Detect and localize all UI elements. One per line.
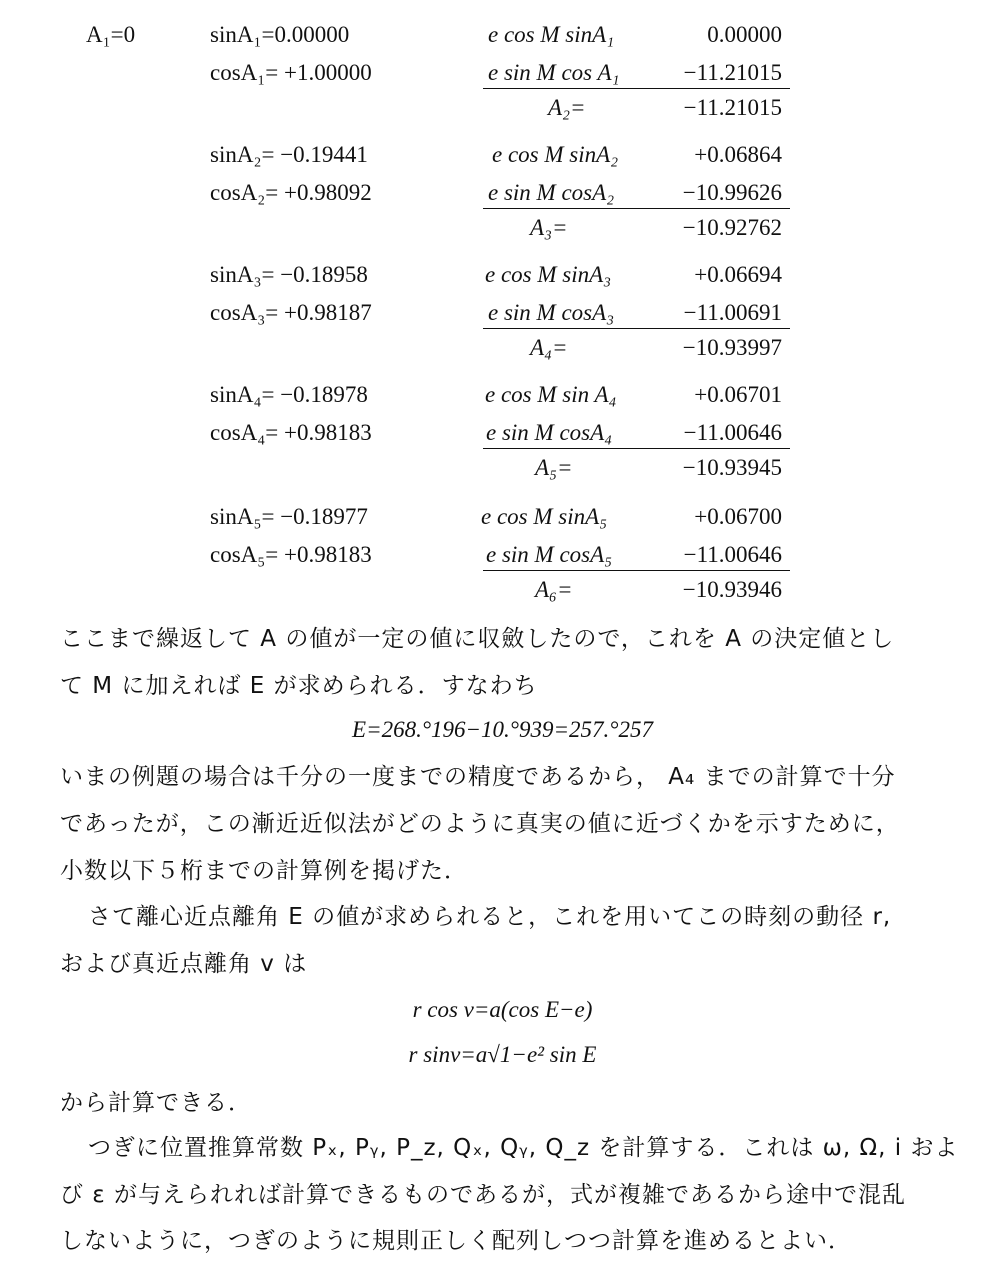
esin-value-4: −11.00646 bbox=[683, 420, 782, 445]
sin-value-3: sinA₃= −0.18958 bbox=[210, 262, 368, 287]
result-label-5: A₆= bbox=[535, 577, 573, 602]
ecos-label-3: e cos M sinA₃ bbox=[485, 262, 612, 287]
ecos-value-4: +0.06701 bbox=[694, 382, 782, 407]
result-value-1: −11.21015 bbox=[683, 95, 782, 120]
ecos-label-1: e cos M sinA₁ bbox=[488, 22, 615, 47]
paragraph-5-line-2: び ε が与えられれば計算できるものであるが，式が複雑であるから途中で混乱 bbox=[60, 1182, 907, 1208]
ecos-value-2: +0.06864 bbox=[694, 142, 782, 167]
ecos-label-5: e cos M sinA₅ bbox=[481, 504, 608, 529]
sum-rule-5 bbox=[483, 570, 790, 571]
paragraph-5-line-1: つぎに位置推算常数 Pₓ, Pᵧ, P_z, Qₓ, Qᵧ, Q_z を計算する．これは ω, Ω, i およ bbox=[88, 1135, 959, 1161]
sin-value-2: sinA₂= −0.19441 bbox=[210, 142, 368, 167]
initial-value: A₁=0 bbox=[86, 22, 136, 47]
paragraph-1-line-1: ここまで繰返して A の値が一定の値に収斂したので，これを A の決定値とし bbox=[60, 626, 895, 652]
sum-rule-4 bbox=[483, 448, 790, 449]
paragraph-3-line-2: および真近点離角 v は bbox=[60, 951, 308, 977]
esin-value-1: −11.21015 bbox=[683, 60, 782, 85]
sin-value-1: sinA₁=0.00000 bbox=[210, 22, 350, 47]
paragraph-3-line-1: さて離心近点離角 E の値が求められると，これを用いてこの時刻の動径 r, bbox=[88, 904, 892, 930]
equation-r-sin: r sinv=a√1−e² sin E bbox=[408, 1042, 597, 1067]
ecos-value-5: +0.06700 bbox=[694, 504, 782, 529]
sum-rule-1 bbox=[483, 88, 790, 89]
paragraph-2-line-3: 小数以下５桁までの計算例を掲げた． bbox=[60, 858, 468, 884]
sin-value-5: sinA₅= −0.18977 bbox=[210, 504, 368, 529]
esin-value-5: −11.00646 bbox=[683, 542, 782, 567]
esin-value-2: −10.99626 bbox=[682, 180, 782, 205]
cos-value-3: cosA₃= +0.98187 bbox=[210, 300, 372, 325]
result-label-2: A₃= bbox=[530, 215, 568, 240]
esin-label-3: e sin M cosA₃ bbox=[488, 300, 615, 325]
cos-value-1: cosA₁= +1.00000 bbox=[210, 60, 372, 85]
cos-value-2: cosA₂= +0.98092 bbox=[210, 180, 372, 205]
result-value-3: −10.93997 bbox=[682, 335, 782, 360]
result-value-5: −10.93946 bbox=[682, 577, 782, 602]
ecos-value-1: 0.00000 bbox=[707, 22, 782, 47]
esin-value-3: −11.00691 bbox=[683, 300, 782, 325]
paragraph-4: から計算できる． bbox=[60, 1090, 252, 1116]
esin-label-1: e sin M cos A₁ bbox=[488, 60, 620, 85]
equation-r-cos: r cos v=a(cos E−e) bbox=[412, 997, 593, 1022]
result-label-3: A₄= bbox=[530, 335, 568, 360]
result-value-2: −10.92762 bbox=[682, 215, 782, 240]
paragraph-2-line-1: いまの例題の場合は千分の一度までの精度であるから， A₄ までの計算で十分 bbox=[60, 764, 896, 790]
result-label-1: A₂= bbox=[548, 95, 586, 120]
equation-E: E=268.°196−10.°939=257.°257 bbox=[352, 717, 653, 742]
ecos-label-4: e cos M sin A₄ bbox=[485, 382, 617, 407]
esin-label-5: e sin M cosA₅ bbox=[486, 542, 613, 567]
sum-rule-3 bbox=[483, 328, 790, 329]
paragraph-2-line-2: であったが，この漸近近似法がどのように真実の値に近づくかを示すために， bbox=[60, 811, 900, 837]
ecos-label-2: e cos M sinA₂ bbox=[492, 142, 619, 167]
paragraph-1-line-2: て M に加えれば E が求められる．すなわち bbox=[60, 673, 538, 699]
paragraph-5-line-3: しないように，つぎのように規則正しく配列しつつ計算を進めるとよい． bbox=[60, 1228, 852, 1254]
esin-label-2: e sin M cosA₂ bbox=[488, 180, 615, 205]
ecos-value-3: +0.06694 bbox=[694, 262, 782, 287]
result-label-4: A₅= bbox=[535, 455, 573, 480]
esin-label-4: e sin M cosA₄ bbox=[486, 420, 613, 445]
result-value-4: −10.93945 bbox=[682, 455, 782, 480]
cos-value-5: cosA₅= +0.98183 bbox=[210, 542, 372, 567]
sin-value-4: sinA₄= −0.18978 bbox=[210, 382, 368, 407]
sum-rule-2 bbox=[483, 208, 790, 209]
cos-value-4: cosA₄= +0.98183 bbox=[210, 420, 372, 445]
